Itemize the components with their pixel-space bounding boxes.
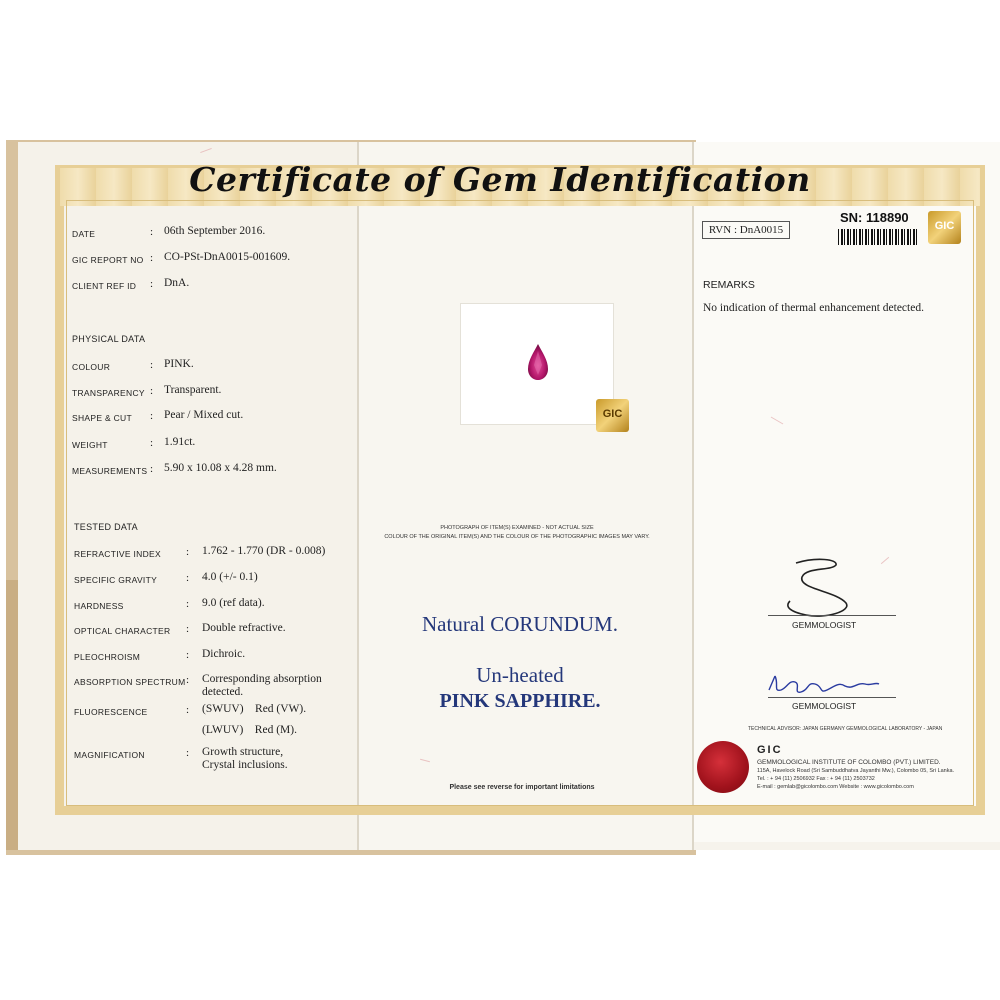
technical-advisor-note: TECHNICAL ADVISOR: JAPAN GERMANY GEMMOLOGICAL LABORATORY - JAPAN <box>748 726 943 732</box>
colon: : <box>186 674 190 686</box>
inner-border <box>66 200 974 806</box>
physical-value-shape-cut: Pear / Mixed cut. <box>164 409 244 421</box>
lab-short-name: GIC <box>757 744 783 756</box>
physical-value-weight: 1.91ct. <box>164 436 196 448</box>
physical-value-transparency: Transparent. <box>164 384 222 396</box>
pear-gem-image <box>527 343 549 381</box>
physical-label-weight: WEIGHT <box>72 440 108 450</box>
physical-value-measurements: 5.90 x 10.08 x 4.28 mm. <box>164 462 277 474</box>
lab-full-name: GEMMOLOGICAL INSTITUTE OF COLOMBO (PVT.) LIMITED. <box>757 759 941 766</box>
tested-value-magnification-2: Crystal inclusions. <box>202 759 288 771</box>
physical-value-colour: PINK. <box>164 358 194 370</box>
colon: : <box>186 747 190 759</box>
gic-hologram-seal <box>596 399 629 432</box>
remarks-heading: REMARKS <box>703 279 755 291</box>
tested-label-refractive-index: REFRACTIVE INDEX <box>74 549 161 559</box>
colon: : <box>186 546 190 558</box>
field-value-client-ref: DnA. <box>164 277 190 289</box>
field-label-client-ref: CLIENT REF ID <box>72 281 137 291</box>
gemmologist-label-2: GEMMOLOGIST <box>792 701 857 711</box>
field-value-report-no: CO-PSt-DnA0015-001609. <box>164 251 291 263</box>
tested-label-fluorescence: FLUORESCENCE <box>74 707 148 717</box>
physical-label-colour: COLOUR <box>72 362 111 372</box>
tested-value-fluorescence-lwuv: (LWUV) Red (M). <box>202 724 297 736</box>
tested-label-magnification: MAGNIFICATION <box>74 750 145 760</box>
certificate-title: Certificate of Gem Identification <box>189 160 811 199</box>
colon: : <box>150 463 154 475</box>
tested-data-heading: TESTED DATA <box>74 522 138 532</box>
signature-line-1 <box>768 615 896 616</box>
tested-label-pleochroism: PLEOCHROISM <box>74 652 141 662</box>
tested-value-fluorescence-swuv: (SWUV) Red (VW). <box>202 703 307 715</box>
physical-label-shape-cut: SHAPE & CUT <box>72 413 132 423</box>
lab-address: 115A, Havelock Road (Sri Sambuddhatva Jayanthi Mw.), Colombo 05, Sri Lanka. <box>757 768 955 774</box>
photo-caption-line2: COLOUR OF THE ORIGINAL ITEM(S) AND THE COLOUR OF THE PHOTOGRAPHIC IMAGES MAY VARY. <box>384 534 650 540</box>
lab-email-website: E-mail : gemlab@gicolombo.com Website : www.gicolombo.com <box>757 784 914 790</box>
lab-phone-fax: Tel. : + 94 (11) 2506932 Fax : + 94 (11) 2503732 <box>757 776 875 782</box>
tested-value-absorption-spectrum: Corresponding absorption <box>202 673 322 685</box>
tested-value-pleochroism: Dichroic. <box>202 648 246 660</box>
colon: : <box>186 704 190 716</box>
colon: : <box>150 437 154 449</box>
serial-number: SN: 118890 <box>840 210 909 225</box>
tested-label-hardness: HARDNESS <box>74 601 124 611</box>
tested-label-optical-character: OPTICAL CHARACTER <box>74 626 171 636</box>
field-value-date: 06th September 2016. <box>164 225 266 237</box>
colon: : <box>186 572 190 584</box>
tested-value-magnification: Growth structure, <box>202 746 284 758</box>
physical-label-measurements: MEASUREMENTS <box>72 466 148 476</box>
tested-value-absorption-spectrum-2: detected. <box>202 686 244 698</box>
gic-badge-text: GIC <box>934 220 955 232</box>
colon: : <box>150 252 154 264</box>
tested-value-refractive-index: 1.762 - 1.770 (DR - 0.008) <box>202 545 326 557</box>
gic-hologram-badge <box>928 211 961 244</box>
colon: : <box>186 598 190 610</box>
tested-label-specific-gravity: SPECIFIC GRAVITY <box>74 575 158 585</box>
field-label-report-no: GIC REPORT NO <box>72 255 144 265</box>
colon: : <box>150 226 154 238</box>
reverse-limitations-note: Please see reverse for important limitations <box>449 784 595 791</box>
physical-label-transparency: TRANSPARENCY <box>72 388 145 398</box>
gic-seal-text: GIC <box>602 408 623 420</box>
gemmologist-label-1: GEMMOLOGIST <box>792 620 857 630</box>
tested-value-optical-character: Double refractive. <box>202 622 286 634</box>
colon: : <box>186 649 190 661</box>
colon: : <box>186 623 190 635</box>
colon: : <box>150 278 154 290</box>
barcode <box>838 229 918 245</box>
species-statement: Natural CORUNDUM. <box>422 612 618 636</box>
field-label-date: DATE <box>72 229 96 239</box>
colon: : <box>150 359 154 371</box>
remarks-text: No indication of thermal enhancement detected. <box>703 302 924 314</box>
tested-label-absorption-spectrum: ABSORPTION SPECTRUM <box>74 677 186 687</box>
physical-data-heading: PHYSICAL DATA <box>72 334 146 344</box>
photo-caption-line1: PHOTOGRAPH OF ITEM(S) EXAMINED - NOT ACTUAL SIZE <box>440 525 594 531</box>
tested-value-hardness: 9.0 (ref data). <box>202 597 265 609</box>
treatment-statement: Un-heated <box>476 663 564 687</box>
tested-value-specific-gravity: 4.0 (+/- 0.1) <box>202 571 258 583</box>
colon: : <box>150 410 154 422</box>
rvn-box: RVN : DnA0015 <box>702 221 790 239</box>
variety-statement: PINK SAPPHIRE. <box>439 690 601 712</box>
colon: : <box>150 385 154 397</box>
signature-line-2 <box>768 697 896 698</box>
wax-seal <box>697 741 749 793</box>
